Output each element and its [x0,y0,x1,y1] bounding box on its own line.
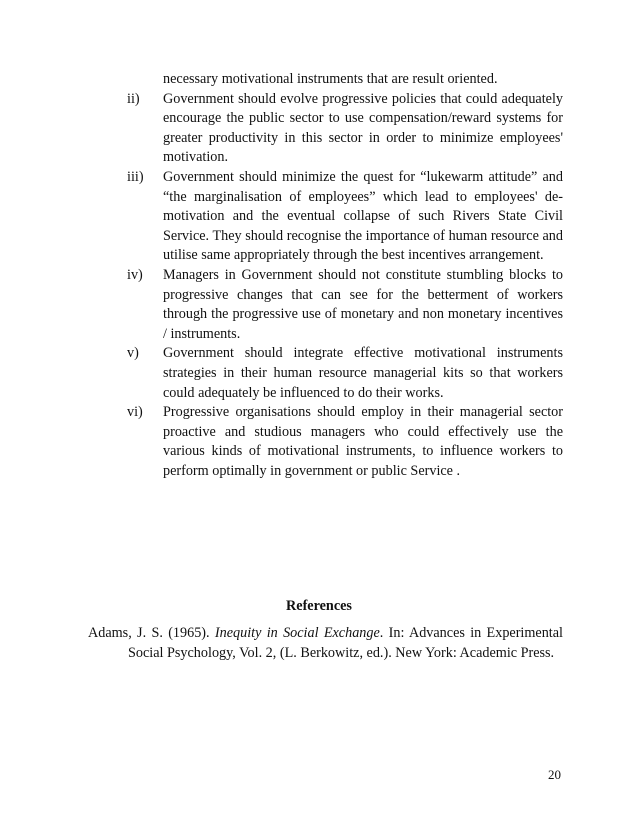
reference-prefix: Adams, J. S. (1965). [88,625,215,641]
references-heading: References [286,598,352,614]
recommendations-list [0,70,638,481]
list-item [0,168,638,266]
continuation-text: necessary motivational instruments that are result oriented. [163,71,498,87]
item-number: vi) [127,404,143,421]
page-number: 20 [548,767,561,782]
list-item [0,403,638,481]
item-text: Progressive organisations should employ in their managerial sector proactive and studious managers who could effectively use the various kinds of motivational instruments, to influence workers to perform optimally in government or public Service . [163,404,563,479]
reference-suffix: . In: Advances in Experimental Social Psychology, Vol. 2, (L. Berkowitz, ed.). New York: Academic Press. [128,625,563,661]
reference-entry [88,624,563,663]
item-text: Government should minimize the quest for “lukewarm attitude” and “the marginalisation of employees” which lead to employees' de-motivation and the eventual collapse of such Rivers State Civil Service. They should recognise the importance of human resource and utilise same appropriately through the best incentives arrangement. [163,168,563,264]
item-text: Government should evolve progressive policies that could adequately encourage the public sector to use compensation/reward systems for greater productivity in this sector in order to minimize employees' motivation. [163,90,563,166]
list-item [0,344,638,403]
item-number: iii) [127,168,144,185]
item-text: Managers in Government should not constitute stumbling blocks to progressive changes that can see for the betterment of workers through the progressive use of monetary and non monetary incentives / instruments. [163,266,563,342]
reference-title: Inequity in Social Exchange [214,625,380,641]
item-number: ii) [127,90,140,107]
list-item [0,90,638,168]
list-item [0,266,638,344]
item-number: v) [127,345,139,362]
item-text: Government should integrate effective motivational instruments strategies in their human resource managerial kits so that workers could adequately be influenced to do their works. [163,345,563,401]
item-number: iv) [127,266,143,283]
